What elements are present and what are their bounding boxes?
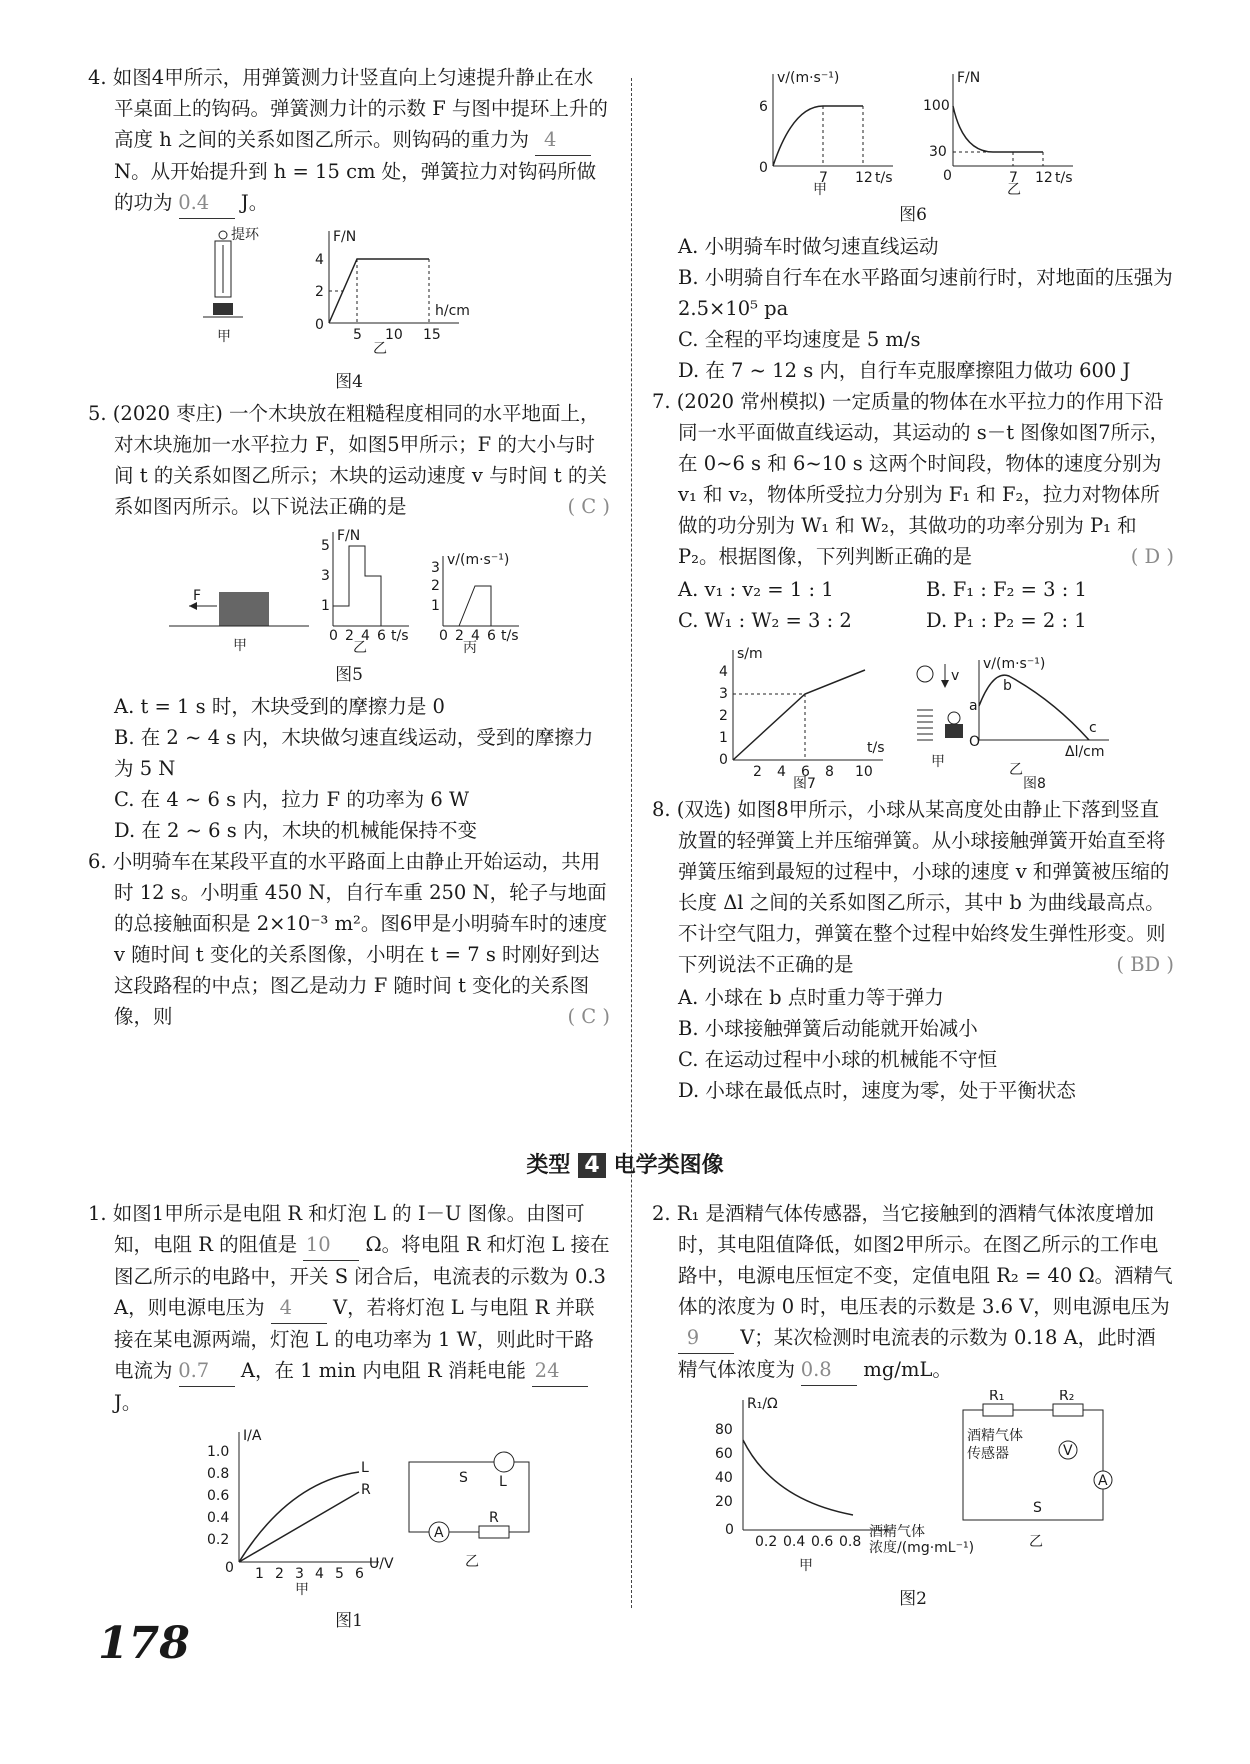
q8-option-b: B. 小球接触弹簧后动能就开始减小 — [678, 1017, 978, 1040]
fig7-xtick: 4 — [777, 764, 786, 780]
e1-switch: S — [459, 1470, 468, 1486]
q5-choice: ( C ) — [567, 495, 610, 518]
e1-ytick: 0.4 — [207, 1510, 230, 1526]
e2-switch: S — [1033, 1500, 1042, 1516]
fig5-xtick: 0 — [439, 628, 448, 644]
e1-xlabel: U/V — [369, 1556, 394, 1572]
fig6-xtick: 7 — [1009, 170, 1018, 186]
e1-resistor: R — [489, 1510, 499, 1526]
fig5-velocity-graph — [431, 552, 519, 656]
e1-answer-4: 24 — [532, 1355, 588, 1387]
fig5-xtick: 4 — [471, 628, 480, 644]
fig7-caption: 图7 — [793, 776, 816, 790]
fig6-ytick: 6 — [759, 99, 768, 115]
fig5-xtick: 6 — [377, 628, 386, 644]
section-number: 4 — [578, 1153, 605, 1178]
fig5-ytick: 5 — [321, 538, 330, 554]
q6-option-a: A. 小明骑车时做匀速直线运动 — [678, 235, 939, 258]
fig8-caption: 图8 — [1023, 776, 1046, 790]
fig6-xtick: 12 — [855, 170, 873, 186]
e2-text-3: mg/mL。 — [863, 1358, 952, 1381]
fig8-xlabel: Δl/cm — [1065, 744, 1105, 760]
fig6-f-ylabel: F/N — [957, 70, 981, 86]
q7-option-a: A. v₁ : v₂ = 1 : 1 — [678, 578, 834, 601]
e1-xtick: 4 — [315, 1566, 324, 1582]
q4-text: 4. 如图4甲所示，用弹簧测力计竖直向上匀速提升静止在水平桌面上的钩码。弹簧测力计的示数 F 与图中提环上升的高度 h 之间的关系如图乙所示。则钩码的重力为 — [88, 66, 608, 151]
q6-text: 6. 小明骑车在某段平直的水平路面上由静止开始运动，共用时 12 s。小明重 450 N，自行车重 250 N，轮子与地面的总接触面积是 2×10⁻³ m²。图6甲是小明骑车时的速度 v 随时间 t 变化的关系图像，小明在 t = 7 s 时刚好到达这段路程的中点；图乙是动力 F 随时间 t 变化的关系图像，则 — [88, 850, 608, 1028]
fig5-xtick: 6 — [487, 628, 496, 644]
e2-xtick: 0.8 — [839, 1534, 862, 1550]
question-4 — [88, 62, 610, 219]
section-prefix: 类型 — [526, 1153, 571, 1178]
fig7-ytick: 4 — [719, 664, 728, 680]
fig5-v-ylabel: v/(m·s⁻¹) — [447, 552, 510, 568]
e2-xtick: 0.4 — [783, 1534, 806, 1550]
fig4-ytick: 2 — [315, 284, 324, 300]
q8-text: 8. (双选) 如图8甲所示，小球从某高度处由静止下落到竖直放置的轻弹簧上并压缩弹簧。从小球接触弹簧开始直至将弹簧压缩到最短的过程中，小球的速度 v 和弹簧被压缩的长度 Δl 之间的关系如图乙所示，其中 b 为曲线最高点。不计空气阻力，弹簧在整个过程中始终发生弹性形变。则下列说法不正确的是 — [652, 798, 1170, 976]
e2-xtick: 0.6 — [811, 1534, 834, 1550]
e1-circuit — [409, 1452, 529, 1570]
e1-curve-L: L — [361, 1460, 369, 1476]
q7-option-d: D. P₁ : P₂ = 2 : 1 — [926, 609, 1087, 632]
q4-answer-2: 0.4 — [179, 187, 235, 219]
fig5-tlabel: t/s — [391, 628, 409, 644]
e1-jia: 甲 — [295, 1582, 309, 1598]
e2-r1-label: R₁ — [989, 1390, 1005, 1404]
e1-xtick: 6 — [355, 1566, 364, 1582]
e1-xtick: 2 — [275, 1566, 284, 1582]
e2-sensor-label-2: 传感器 — [967, 1446, 1009, 1462]
fig5-f-ylabel: F/N — [337, 528, 361, 544]
e1-answer-2: 4 — [271, 1292, 327, 1324]
figure-7-8 — [703, 640, 1123, 790]
q7-option-c: C. W₁ : W₂ = 3 : 2 — [678, 609, 852, 632]
fig7-xtick: 2 — [753, 764, 762, 780]
question-8 — [652, 794, 1174, 980]
fig5-ytick: 2 — [431, 578, 440, 594]
fig5-ytick: 1 — [321, 598, 330, 614]
q7-options-row-1 — [652, 574, 1174, 605]
e1-yi: 乙 — [465, 1554, 479, 1570]
e2-text-2: V；某次检测时电流表的示数为 0.18 A，此时酒精气体浓度为 — [678, 1326, 1156, 1381]
force-label: F — [193, 588, 202, 604]
fig7-xtick: 8 — [825, 764, 834, 780]
fig8-point-b: b — [1003, 678, 1012, 694]
figure-e1 — [139, 1422, 559, 1602]
figure-6 — [743, 66, 1083, 196]
e1-ytick: 0.8 — [207, 1466, 230, 1482]
fig7-xtick: 6 — [801, 764, 810, 780]
fig4-xtick: 10 — [385, 327, 403, 343]
e1-text-block — [88, 1198, 610, 1418]
q4-text-2: N。从开始提升到 h = 15 cm 处，弹簧拉力对钩码所做的功为 — [114, 160, 597, 214]
fig4-ytick: 0 — [315, 317, 324, 333]
e2-ytick: 20 — [715, 1494, 733, 1510]
question-7 — [652, 386, 1174, 572]
e1-text-4: A，在 1 min 内电阻 R 消耗电能 — [240, 1359, 526, 1382]
e1-text-3: V，若将灯泡 L 与电阻 R 并联接在某电源两端，灯泡 L 的电功率为 1 W，则此时干路电流为 — [114, 1296, 595, 1382]
fig5-jia-label: 甲 — [233, 638, 247, 654]
e2-r2-label: R₂ — [1059, 1390, 1075, 1404]
fig5-tlabel: t/s — [501, 628, 519, 644]
e2-ytick: 80 — [715, 1422, 733, 1438]
e2-text-1: 2. R₁ 是酒精气体传感器，当它接触到的酒精气体浓度增加时，其电阻值降低，如图2甲所示。在图乙所示的工作电路中，电源电压恒定不变，定值电阻 R₂ = 40 Ω。酒精气体的浓度为 0 时，电压表的示数是 3.6 V，则电源电压为 — [652, 1202, 1173, 1318]
electric-question-1 — [88, 1198, 610, 1637]
e1-answer-3: 0.7 — [179, 1355, 235, 1387]
fig4-ytick: 4 — [315, 252, 324, 268]
figure-5 — [159, 526, 539, 656]
e2-circuit — [963, 1390, 1112, 1550]
fig7-xlabel: t/s — [867, 740, 885, 756]
e2-ytick: 60 — [715, 1446, 733, 1462]
section-header — [0, 1148, 1250, 1179]
fig5-ytick: 3 — [321, 568, 330, 584]
q6-choice: ( C ) — [567, 1005, 610, 1028]
question-6 — [88, 846, 610, 1032]
fig6-ytick: 30 — [929, 144, 947, 160]
fig6-xtick: 12 — [1035, 170, 1053, 186]
e1-ytick: 1.0 — [207, 1444, 230, 1460]
fig6-xtick: 7 — [819, 170, 828, 186]
e1-ytick: 0.2 — [207, 1532, 230, 1548]
fig5-ytick: 1 — [431, 598, 440, 614]
fig4-xtick: 5 — [353, 327, 362, 343]
e1-ylabel: I/A — [243, 1428, 262, 1444]
right-column — [652, 62, 1174, 1106]
e2-text-block — [652, 1198, 1174, 1386]
q8-option-d: D. 小球在最低点时，速度为零，处于平衡状态 — [678, 1079, 1076, 1102]
e2-sensor-label-1: 酒精气体 — [967, 1428, 1023, 1444]
fig7-ytick: 3 — [719, 686, 728, 702]
e1-ytick: 0.6 — [207, 1488, 230, 1504]
fig8-yi: 乙 — [1009, 762, 1023, 778]
e1-text-2: Ω。将电阻 R 和灯泡 L 接在图乙所示的电路中，开关 S 闭合后，电流表的示数为 0.3 A，则电源电压为 — [114, 1233, 610, 1319]
e1-xtick: 1 — [255, 1566, 264, 1582]
fig7-ylabel: s/m — [737, 646, 763, 662]
fig6-tlabel: t/s — [875, 170, 893, 186]
q8-option-a: A. 小球在 b 点时重力等于弹力 — [678, 986, 944, 1009]
e2-answer-2: 0.8 — [801, 1354, 857, 1386]
q6-option-c: C. 全程的平均速度是 5 m/s — [678, 328, 921, 351]
e2-caption: 图2 — [899, 1589, 927, 1609]
e2-jia: 甲 — [799, 1558, 813, 1574]
q7-choice: ( D ) — [1130, 545, 1174, 568]
fig6-ytick: 100 — [923, 98, 950, 114]
ring-label: 提环 — [231, 227, 259, 243]
e1-text-1: 1. 如图1甲所示是电阻 R 和灯泡 L 的 I－U 图像。由图可知，电阻 R 的阻值是 — [88, 1202, 585, 1256]
fig4-caption: 图4 — [335, 372, 363, 392]
e1-answer-1: 10 — [303, 1229, 359, 1261]
fig6-tlabel: t/s — [1055, 170, 1073, 186]
e2-xlabel-1: 酒精气体 — [869, 1524, 925, 1540]
e2-resistance-graph — [715, 1396, 974, 1574]
fig6-xtick: 0 — [943, 168, 952, 184]
q6-option-d: D. 在 7 ~ 12 s 内，自行车克服摩擦阻力做功 600 J — [678, 359, 1131, 382]
fig6-velocity-graph — [759, 70, 893, 196]
electric-question-2 — [652, 1198, 1174, 1615]
fig8-point-c: c — [1089, 720, 1097, 736]
fig5-xtick: 4 — [361, 628, 370, 644]
e2-yi: 乙 — [1029, 1534, 1043, 1550]
e2-xlabel-2: 浓度/(mg·mL⁻¹) — [869, 1540, 975, 1556]
fig5-caption: 图5 — [335, 665, 363, 685]
q8-option-c: C. 在运动过程中小球的机械能不守恒 — [678, 1048, 998, 1071]
e2-ylabel: R₁/Ω — [747, 1396, 778, 1412]
q5-option-b: B. 在 2 ~ 4 s 内，木块做匀速直线运动，受到的摩擦力为 5 N — [114, 726, 594, 780]
fig4-yi: 乙 — [373, 341, 387, 357]
e2-xtick: 0.2 — [755, 1534, 778, 1550]
fig7-xtick: 10 — [855, 764, 873, 780]
fig4-ylabel: F/N — [333, 229, 357, 245]
q7-option-b: B. F₁ : F₂ = 3 : 1 — [926, 578, 1087, 601]
spring-scale — [203, 226, 260, 345]
q4-text-3: J。 — [240, 191, 269, 214]
fig5-yi-label: 乙 — [353, 640, 367, 656]
column-divider — [631, 78, 632, 1608]
fig4-graph — [315, 229, 470, 357]
fig8-jia: 甲 — [931, 754, 945, 770]
fig4-jia: 甲 — [217, 329, 231, 345]
fig7-ytick: 0 — [719, 752, 728, 768]
e1-lamp: L — [499, 1474, 507, 1490]
e2-ammeter: A — [1098, 1473, 1108, 1489]
figure-4 — [199, 223, 499, 363]
fig5-ytick: 3 — [431, 560, 440, 576]
e1-iu-graph — [207, 1428, 394, 1598]
fig7-ytick: 1 — [719, 730, 728, 746]
fig8 — [917, 656, 1109, 790]
e2-ytick: 40 — [715, 1470, 733, 1486]
fig5-xtick: 2 — [345, 628, 354, 644]
fig5-force-graph — [321, 528, 409, 656]
q4-answer-1: 4 — [535, 124, 591, 156]
q5-text: 5. (2020 枣庄) 一个木块放在粗糙程度相同的水平地面上，对木块施加一水平拉力 F，如图5甲所示；F 的大小与时间 t 的关系如图乙所示；木块的运动速度 v 与时间 t 的关系如图丙所示。以下说法正确的是 — [88, 402, 607, 518]
q5-option-a: A. t = 1 s 时，木块受到的摩擦力是 0 — [114, 695, 445, 718]
question-5 — [88, 398, 610, 522]
fig5-bing-label: 丙 — [463, 640, 477, 656]
fig5-jia — [169, 588, 309, 654]
fig6-yi: 乙 — [1007, 182, 1021, 196]
fig8-v: v — [951, 668, 960, 684]
e2-voltmeter: V — [1063, 1443, 1073, 1459]
fig6-xtick: 0 — [759, 160, 768, 176]
e2-ytick: 0 — [725, 1522, 734, 1538]
fig6-caption: 图6 — [899, 205, 927, 225]
fig5-xtick: 2 — [455, 628, 464, 644]
fig6-force-graph — [923, 70, 1073, 196]
figure-e2 — [703, 1390, 1123, 1580]
fig6-v-ylabel: v/(m·s⁻¹) — [777, 70, 840, 86]
q5-option-c: C. 在 4 ~ 6 s 内，拉力 F 的功率为 6 W — [114, 788, 470, 811]
e1-xtick: 3 — [295, 1566, 304, 1582]
fig8-origin: O — [969, 734, 981, 750]
e1-curve-R: R — [361, 1482, 371, 1498]
fig4-xtick: 15 — [423, 327, 441, 343]
e1-text-5: J。 — [114, 1391, 142, 1414]
q5-option-d: D. 在 2 ~ 6 s 内，木块的机械能保持不变 — [114, 819, 477, 842]
q7-text: 7. (2020 常州模拟) 一定质量的物体在水平拉力的作用下沿同一水平面做直线运动，其运动的 s－t 图像如图7所示，在 0~6 s 和 6~10 s 这两个时间段，物体的速度分别为 v₁ 和 v₂，物体所受拉力分别为 F₁ 和 F₂，拉力对物体所做的功分别为 W₁ 和 W₂，其做功的功率分别为 P₁ 和 P₂。根据图像，下列判断正确的是 — [652, 390, 1170, 568]
section-title: 电学类图像 — [613, 1153, 724, 1178]
q6-option-b: B. 小明骑自行车在水平路面匀速前行时，对地面的压强为 2.5×10⁵ pa — [678, 266, 1173, 320]
fig8-point-a: a — [969, 698, 978, 714]
e1-ytick: 0 — [225, 1560, 234, 1576]
fig6-jia: 甲 — [813, 182, 827, 196]
fig7-ytick: 2 — [719, 708, 728, 724]
q8-choice: ( BD ) — [1116, 953, 1174, 976]
fig7-graph — [719, 646, 885, 790]
left-column — [88, 62, 610, 1034]
fig4-xlabel: h/cm — [435, 303, 470, 319]
fig5-xtick: 0 — [329, 628, 338, 644]
e1-caption: 图1 — [335, 1611, 363, 1631]
q7-options-row-2 — [652, 605, 1174, 636]
e1-ammeter: A — [434, 1525, 444, 1541]
e2-answer-1: 9 — [678, 1322, 734, 1354]
page-number: 178 — [98, 1618, 190, 1669]
fig8-ylabel: v/(m·s⁻¹) — [983, 656, 1046, 672]
e1-xtick: 5 — [335, 1566, 344, 1582]
